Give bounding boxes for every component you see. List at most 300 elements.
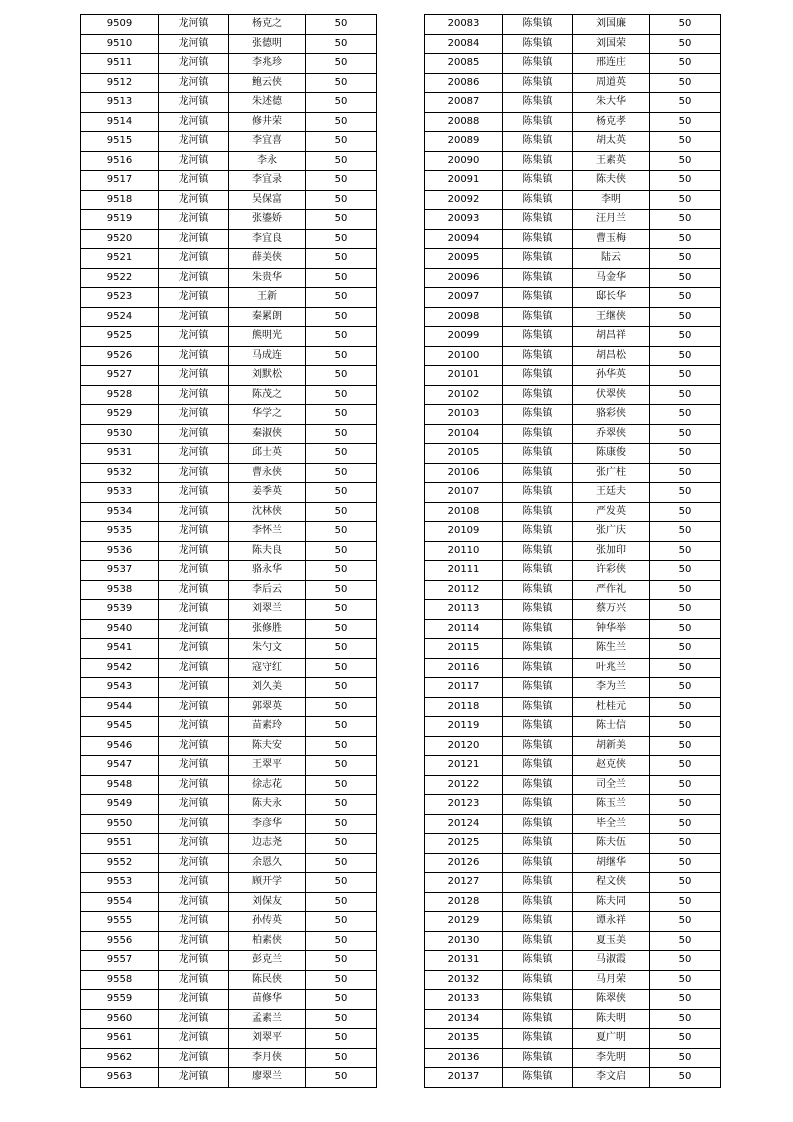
id-cell: 20107 [425, 483, 503, 503]
table-row [81, 405, 377, 425]
name-cell: 张鎏娇 [229, 210, 306, 230]
town-cell: 陈集镇 [503, 990, 573, 1010]
name-cell: 陈茂之 [229, 385, 306, 405]
id-cell: 20093 [425, 210, 503, 230]
name-cell: 陈民侠 [229, 970, 306, 990]
amount-cell: 50 [306, 873, 377, 893]
name-cell: 胡继华 [573, 853, 650, 873]
id-cell: 20116 [425, 658, 503, 678]
amount-cell: 50 [306, 658, 377, 678]
table-row [425, 561, 721, 581]
town-cell: 龙河镇 [159, 873, 229, 893]
amount-cell: 50 [650, 892, 721, 912]
id-cell: 9545 [81, 717, 159, 737]
amount-cell: 50 [650, 658, 721, 678]
table-row [81, 795, 377, 815]
id-cell: 20084 [425, 34, 503, 54]
table-row [425, 795, 721, 815]
amount-cell: 50 [650, 795, 721, 815]
id-cell: 20122 [425, 775, 503, 795]
id-cell: 20103 [425, 405, 503, 425]
name-cell: 陈夫侠 [573, 171, 650, 191]
id-cell: 9558 [81, 970, 159, 990]
id-cell: 9520 [81, 229, 159, 249]
name-cell: 苗修华 [229, 990, 306, 1010]
amount-cell: 50 [650, 522, 721, 542]
name-cell: 李后云 [229, 580, 306, 600]
name-cell: 鲍云侠 [229, 73, 306, 93]
amount-cell: 50 [306, 678, 377, 698]
amount-cell: 50 [650, 600, 721, 620]
town-cell: 陈集镇 [503, 34, 573, 54]
amount-cell: 50 [306, 775, 377, 795]
table-row [425, 34, 721, 54]
name-cell: 朱大华 [573, 93, 650, 113]
name-cell: 姜季英 [229, 483, 306, 503]
amount-cell: 50 [306, 132, 377, 152]
amount-cell: 50 [306, 522, 377, 542]
amount-cell: 50 [306, 210, 377, 230]
name-cell: 钟华举 [573, 619, 650, 639]
id-cell: 20119 [425, 717, 503, 737]
table-row [81, 93, 377, 113]
town-cell: 龙河镇 [159, 795, 229, 815]
id-cell: 20108 [425, 502, 503, 522]
roster-table-left [80, 14, 377, 1088]
amount-cell: 50 [306, 970, 377, 990]
name-cell: 寇守红 [229, 658, 306, 678]
town-cell: 龙河镇 [159, 502, 229, 522]
amount-cell: 50 [306, 736, 377, 756]
id-cell: 9536 [81, 541, 159, 561]
name-cell: 陈夫永 [229, 795, 306, 815]
amount-cell: 50 [650, 541, 721, 561]
name-cell: 邱士英 [229, 444, 306, 464]
table-row [81, 619, 377, 639]
name-cell: 马金华 [573, 268, 650, 288]
name-cell: 华学之 [229, 405, 306, 425]
table-row [81, 483, 377, 503]
amount-cell: 50 [306, 307, 377, 327]
table-row [81, 268, 377, 288]
name-cell: 李明 [573, 190, 650, 210]
id-cell: 9539 [81, 600, 159, 620]
table-row [425, 1068, 721, 1088]
table-row [425, 970, 721, 990]
name-cell: 张广柱 [573, 463, 650, 483]
town-cell: 龙河镇 [159, 249, 229, 269]
amount-cell: 50 [306, 697, 377, 717]
town-cell: 龙河镇 [159, 619, 229, 639]
table-row [425, 151, 721, 171]
town-cell: 龙河镇 [159, 444, 229, 464]
name-cell: 马月荣 [573, 970, 650, 990]
id-cell: 20134 [425, 1009, 503, 1029]
name-cell: 李宜录 [229, 171, 306, 191]
id-cell: 9525 [81, 327, 159, 347]
id-cell: 9537 [81, 561, 159, 581]
town-cell: 龙河镇 [159, 931, 229, 951]
name-cell: 刘久美 [229, 678, 306, 698]
town-cell: 龙河镇 [159, 268, 229, 288]
id-cell: 9523 [81, 288, 159, 308]
town-cell: 陈集镇 [503, 502, 573, 522]
town-cell: 龙河镇 [159, 1048, 229, 1068]
id-cell: 20110 [425, 541, 503, 561]
name-cell: 李为兰 [573, 678, 650, 698]
table-row [81, 561, 377, 581]
name-cell: 胡昌松 [573, 346, 650, 366]
name-cell: 秦淑侠 [229, 424, 306, 444]
id-cell: 20113 [425, 600, 503, 620]
amount-cell: 50 [306, 561, 377, 581]
name-cell: 严发英 [573, 502, 650, 522]
name-cell: 郭翠英 [229, 697, 306, 717]
id-cell: 9533 [81, 483, 159, 503]
town-cell: 陈集镇 [503, 814, 573, 834]
town-cell: 陈集镇 [503, 561, 573, 581]
table-row [425, 697, 721, 717]
town-cell: 龙河镇 [159, 951, 229, 971]
table-row [81, 444, 377, 464]
amount-cell: 50 [650, 970, 721, 990]
amount-cell: 50 [650, 463, 721, 483]
name-cell: 司全兰 [573, 775, 650, 795]
id-cell: 20112 [425, 580, 503, 600]
town-cell: 陈集镇 [503, 346, 573, 366]
town-cell: 龙河镇 [159, 1009, 229, 1029]
id-cell: 20098 [425, 307, 503, 327]
name-cell: 朱勺文 [229, 639, 306, 659]
name-cell: 夏广明 [573, 1029, 650, 1049]
id-cell: 9517 [81, 171, 159, 191]
town-cell: 陈集镇 [503, 600, 573, 620]
town-cell: 陈集镇 [503, 970, 573, 990]
town-cell: 龙河镇 [159, 756, 229, 776]
table-row [425, 580, 721, 600]
name-cell: 张加印 [573, 541, 650, 561]
town-cell: 陈集镇 [503, 190, 573, 210]
table-row [425, 678, 721, 698]
name-cell: 张德明 [229, 34, 306, 54]
amount-cell: 50 [306, 190, 377, 210]
id-cell: 20104 [425, 424, 503, 444]
table-row [81, 34, 377, 54]
table-row [425, 756, 721, 776]
id-cell: 9555 [81, 912, 159, 932]
amount-cell: 50 [650, 366, 721, 386]
table-row [425, 1009, 721, 1029]
table-row [81, 229, 377, 249]
table-row [425, 463, 721, 483]
amount-cell: 50 [650, 951, 721, 971]
name-cell: 李宜良 [229, 229, 306, 249]
name-cell: 胡太英 [573, 132, 650, 152]
name-cell: 乔翠侠 [573, 424, 650, 444]
town-cell: 陈集镇 [503, 327, 573, 347]
name-cell: 杨克孝 [573, 112, 650, 132]
id-cell: 9521 [81, 249, 159, 269]
table-row [425, 424, 721, 444]
amount-cell: 50 [650, 385, 721, 405]
id-cell: 9562 [81, 1048, 159, 1068]
id-cell: 9529 [81, 405, 159, 425]
name-cell: 张广庆 [573, 522, 650, 542]
town-cell: 陈集镇 [503, 951, 573, 971]
amount-cell: 50 [306, 639, 377, 659]
amount-cell: 50 [650, 93, 721, 113]
name-cell: 陆云 [573, 249, 650, 269]
table-row [81, 912, 377, 932]
name-cell: 边志尧 [229, 834, 306, 854]
amount-cell: 50 [650, 307, 721, 327]
name-cell: 陈康俊 [573, 444, 650, 464]
id-cell: 20090 [425, 151, 503, 171]
name-cell: 杜桂元 [573, 697, 650, 717]
table-row [81, 873, 377, 893]
town-cell: 陈集镇 [503, 307, 573, 327]
table-row [81, 736, 377, 756]
name-cell: 余恩久 [229, 853, 306, 873]
id-cell: 20092 [425, 190, 503, 210]
id-cell: 20132 [425, 970, 503, 990]
town-cell: 龙河镇 [159, 424, 229, 444]
table-row [425, 405, 721, 425]
id-cell: 20117 [425, 678, 503, 698]
town-cell: 陈集镇 [503, 1048, 573, 1068]
amount-cell: 50 [650, 912, 721, 932]
id-cell: 20085 [425, 54, 503, 74]
table-row [81, 171, 377, 191]
amount-cell: 50 [650, 405, 721, 425]
name-cell: 叶兆兰 [573, 658, 650, 678]
amount-cell: 50 [650, 424, 721, 444]
town-cell: 陈集镇 [503, 736, 573, 756]
town-cell: 陈集镇 [503, 892, 573, 912]
amount-cell: 50 [306, 424, 377, 444]
name-cell: 徐志花 [229, 775, 306, 795]
id-cell: 9548 [81, 775, 159, 795]
town-cell: 龙河镇 [159, 15, 229, 35]
amount-cell: 50 [650, 717, 721, 737]
id-cell: 9550 [81, 814, 159, 834]
table-row [81, 1009, 377, 1029]
amount-cell: 50 [650, 171, 721, 191]
id-cell: 20126 [425, 853, 503, 873]
name-cell: 朱贵华 [229, 268, 306, 288]
amount-cell: 50 [650, 853, 721, 873]
name-cell: 许彩侠 [573, 561, 650, 581]
town-cell: 陈集镇 [503, 93, 573, 113]
amount-cell: 50 [306, 1048, 377, 1068]
town-cell: 陈集镇 [503, 463, 573, 483]
id-cell: 9546 [81, 736, 159, 756]
id-cell: 9516 [81, 151, 159, 171]
town-cell: 陈集镇 [503, 717, 573, 737]
table-row [81, 834, 377, 854]
name-cell: 陈夫安 [229, 736, 306, 756]
amount-cell: 50 [306, 463, 377, 483]
name-cell: 孙华英 [573, 366, 650, 386]
name-cell: 李先明 [573, 1048, 650, 1068]
name-cell: 陈夫同 [573, 892, 650, 912]
amount-cell: 50 [306, 54, 377, 74]
town-cell: 龙河镇 [159, 229, 229, 249]
town-cell: 陈集镇 [503, 931, 573, 951]
id-cell: 9526 [81, 346, 159, 366]
town-cell: 陈集镇 [503, 73, 573, 93]
town-cell: 龙河镇 [159, 561, 229, 581]
id-cell: 20096 [425, 268, 503, 288]
table-row [81, 639, 377, 659]
amount-cell: 50 [650, 210, 721, 230]
town-cell: 陈集镇 [503, 288, 573, 308]
name-cell: 顾开学 [229, 873, 306, 893]
name-cell: 沈林侠 [229, 502, 306, 522]
id-cell: 9541 [81, 639, 159, 659]
town-cell: 龙河镇 [159, 970, 229, 990]
table-row [425, 288, 721, 308]
name-cell: 杨克之 [229, 15, 306, 35]
amount-cell: 50 [650, 619, 721, 639]
town-cell: 陈集镇 [503, 132, 573, 152]
amount-cell: 50 [306, 93, 377, 113]
table-row [425, 1029, 721, 1049]
id-cell: 9511 [81, 54, 159, 74]
id-cell: 9530 [81, 424, 159, 444]
amount-cell: 50 [306, 229, 377, 249]
amount-cell: 50 [650, 990, 721, 1010]
table-row [425, 112, 721, 132]
id-cell: 9524 [81, 307, 159, 327]
town-cell: 龙河镇 [159, 54, 229, 74]
town-cell: 龙河镇 [159, 112, 229, 132]
name-cell: 谭永祥 [573, 912, 650, 932]
id-cell: 20137 [425, 1068, 503, 1088]
roster-table-right [424, 14, 721, 1088]
id-cell: 9557 [81, 951, 159, 971]
amount-cell: 50 [650, 132, 721, 152]
amount-cell: 50 [306, 1009, 377, 1029]
town-cell: 龙河镇 [159, 678, 229, 698]
table-row [425, 483, 721, 503]
name-cell: 周道英 [573, 73, 650, 93]
name-cell: 胡新美 [573, 736, 650, 756]
id-cell: 20086 [425, 73, 503, 93]
table-row [81, 502, 377, 522]
town-cell: 龙河镇 [159, 736, 229, 756]
town-cell: 陈集镇 [503, 483, 573, 503]
name-cell: 李彦华 [229, 814, 306, 834]
town-cell: 龙河镇 [159, 210, 229, 230]
town-cell: 陈集镇 [503, 268, 573, 288]
amount-cell: 50 [306, 288, 377, 308]
name-cell: 陈夫良 [229, 541, 306, 561]
table-row [425, 307, 721, 327]
town-cell: 龙河镇 [159, 639, 229, 659]
id-cell: 20095 [425, 249, 503, 269]
table-row [425, 912, 721, 932]
name-cell: 刘保友 [229, 892, 306, 912]
name-cell: 邢连庄 [573, 54, 650, 74]
id-cell: 20100 [425, 346, 503, 366]
table-row [425, 327, 721, 347]
table-row [81, 54, 377, 74]
id-cell: 20123 [425, 795, 503, 815]
table-row [425, 658, 721, 678]
town-cell: 陈集镇 [503, 580, 573, 600]
town-cell: 龙河镇 [159, 1029, 229, 1049]
town-cell: 龙河镇 [159, 366, 229, 386]
table-row [81, 756, 377, 776]
id-cell: 20111 [425, 561, 503, 581]
amount-cell: 50 [650, 229, 721, 249]
name-cell: 李永 [229, 151, 306, 171]
town-cell: 龙河镇 [159, 327, 229, 347]
table-row [81, 892, 377, 912]
table-row [81, 951, 377, 971]
town-cell: 龙河镇 [159, 658, 229, 678]
table-row [81, 1048, 377, 1068]
name-cell: 秦累朗 [229, 307, 306, 327]
id-cell: 9514 [81, 112, 159, 132]
amount-cell: 50 [306, 385, 377, 405]
name-cell: 孙传英 [229, 912, 306, 932]
amount-cell: 50 [650, 54, 721, 74]
amount-cell: 50 [306, 834, 377, 854]
town-cell: 龙河镇 [159, 483, 229, 503]
id-cell: 20118 [425, 697, 503, 717]
amount-cell: 50 [306, 346, 377, 366]
table-row [425, 132, 721, 152]
town-cell: 龙河镇 [159, 1068, 229, 1088]
amount-cell: 50 [306, 931, 377, 951]
table-row [425, 639, 721, 659]
town-cell: 陈集镇 [503, 1068, 573, 1088]
table-row [81, 151, 377, 171]
amount-cell: 50 [306, 912, 377, 932]
amount-cell: 50 [650, 112, 721, 132]
name-cell: 薛美侠 [229, 249, 306, 269]
id-cell: 20097 [425, 288, 503, 308]
id-cell: 9561 [81, 1029, 159, 1049]
name-cell: 张修胜 [229, 619, 306, 639]
amount-cell: 50 [650, 346, 721, 366]
table-row [81, 288, 377, 308]
amount-cell: 50 [306, 990, 377, 1010]
town-cell: 陈集镇 [503, 366, 573, 386]
table-row [425, 717, 721, 737]
name-cell: 伏翠侠 [573, 385, 650, 405]
table-row [425, 873, 721, 893]
table-row [425, 834, 721, 854]
town-cell: 龙河镇 [159, 132, 229, 152]
name-cell: 王继侠 [573, 307, 650, 327]
table-row [425, 54, 721, 74]
town-cell: 陈集镇 [503, 15, 573, 35]
amount-cell: 50 [306, 502, 377, 522]
id-cell: 9535 [81, 522, 159, 542]
amount-cell: 50 [306, 853, 377, 873]
id-cell: 9542 [81, 658, 159, 678]
name-cell: 熊明光 [229, 327, 306, 347]
town-cell: 陈集镇 [503, 541, 573, 561]
table-row [81, 1068, 377, 1088]
name-cell: 李月侠 [229, 1048, 306, 1068]
amount-cell: 50 [650, 931, 721, 951]
table-row [425, 736, 721, 756]
table-row [425, 600, 721, 620]
